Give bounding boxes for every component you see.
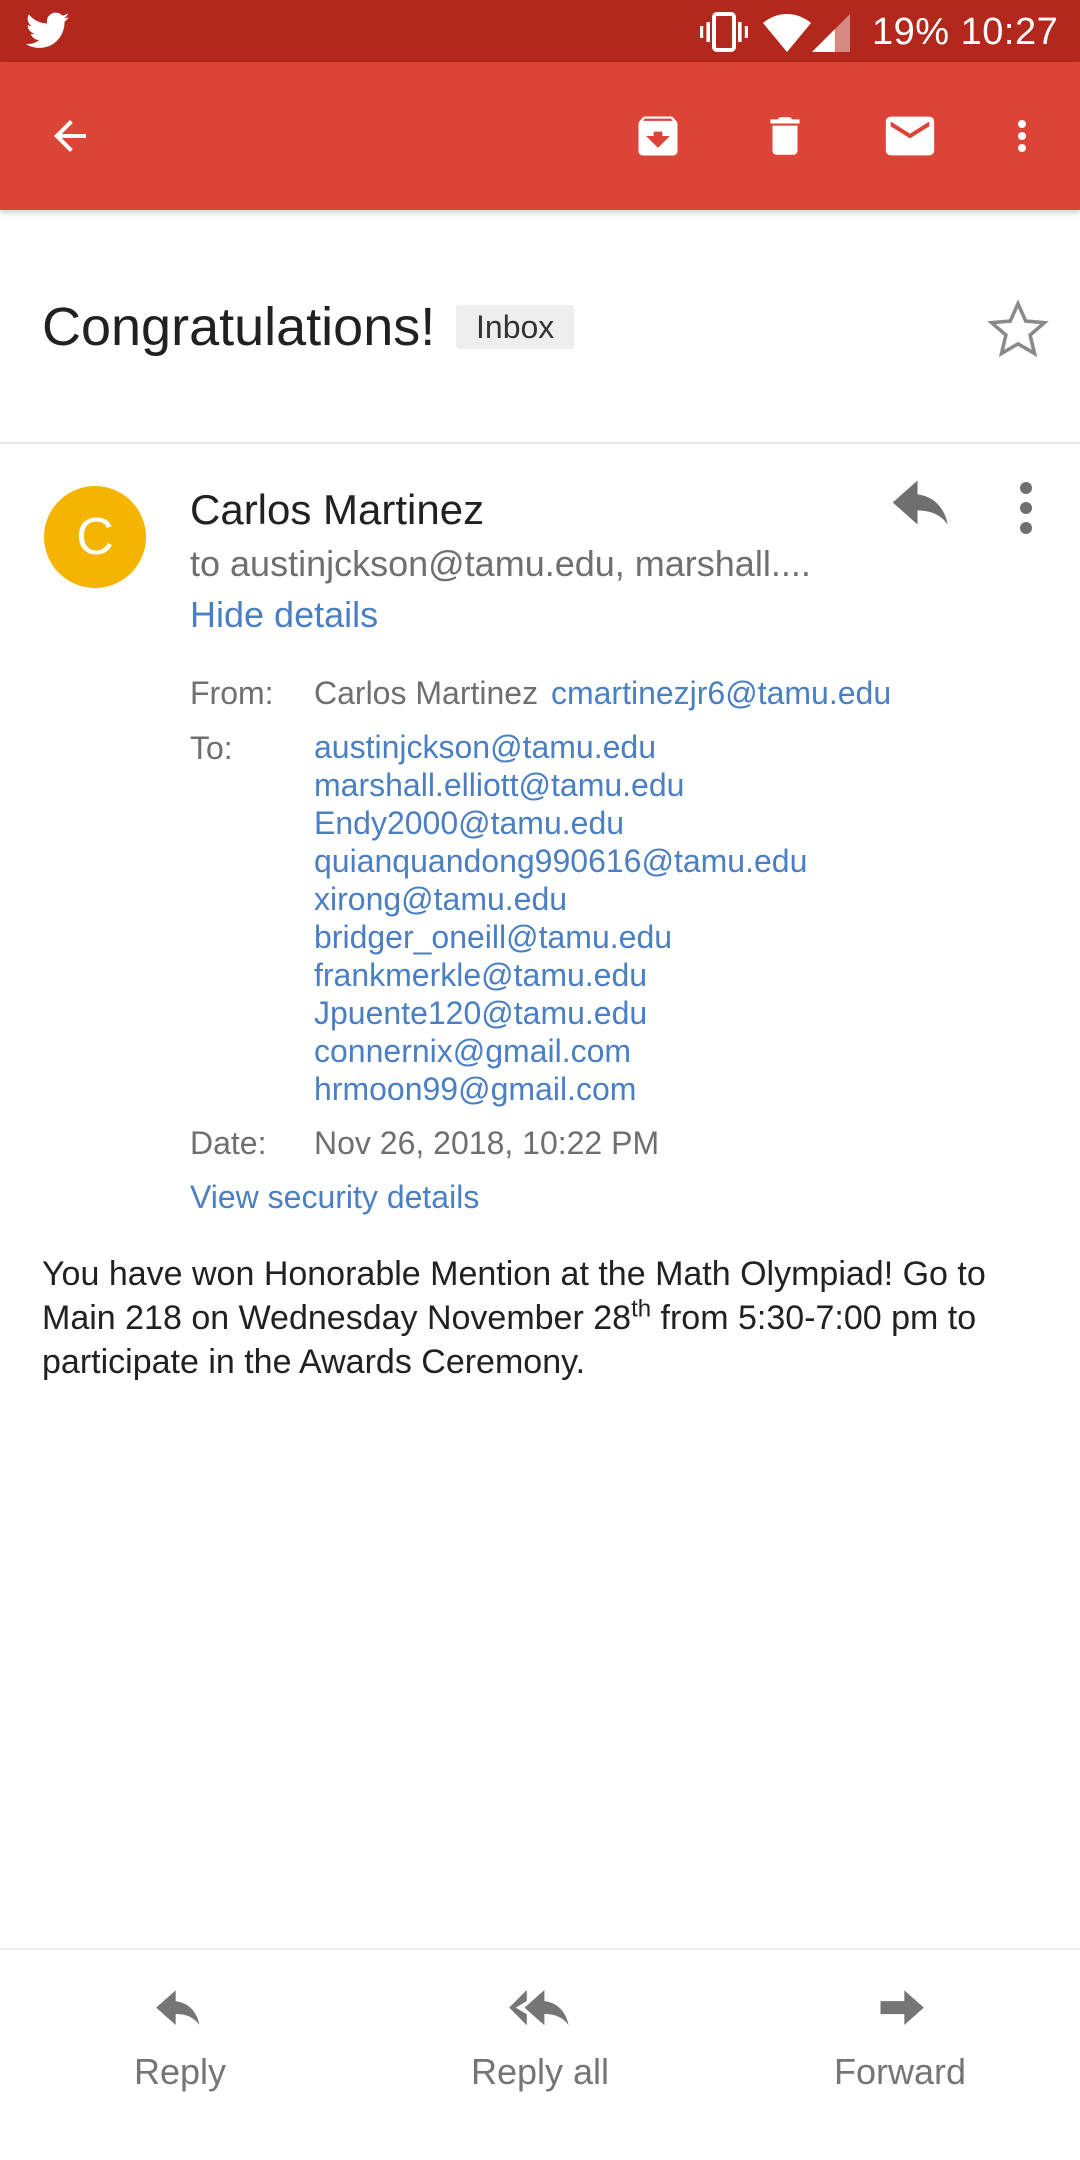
reply-label: Reply	[133, 2051, 227, 2092]
from-value	[314, 673, 891, 713]
body-text-part2: from 5:30-7:00 pm to participate in the Awards Ceremony.	[42, 1299, 977, 1381]
reply-all-icon	[507, 1990, 573, 2034]
date-label: Date:	[190, 1125, 267, 1161]
more-vert-icon	[998, 112, 1046, 160]
status-text	[872, 8, 1058, 56]
email-body	[42, 1252, 1052, 1384]
recipient-link[interactable]: hrmoon99@gmail.com	[314, 1071, 637, 1107]
recipient-link[interactable]: Jpuente120@tamu.edu	[314, 995, 648, 1031]
reply-button-header[interactable]	[890, 480, 956, 536]
archive-icon	[632, 110, 684, 162]
battery-percent: 19%	[872, 11, 950, 53]
header-divider	[0, 442, 1080, 444]
recipient-link[interactable]: bridger_oneill@tamu.edu	[314, 919, 673, 955]
more-options-button[interactable]	[982, 96, 1062, 176]
back-button[interactable]	[30, 96, 110, 176]
recipient-link[interactable]: frankmerkle@tamu.edu	[314, 957, 648, 993]
reply-icon	[154, 1990, 206, 2034]
status-bar	[0, 0, 1080, 62]
inbox-label-chip[interactable]: Inbox	[456, 305, 574, 349]
recipient-link[interactable]: quianquandong990616@tamu.edu	[314, 843, 808, 879]
to-label: To:	[190, 730, 233, 766]
recipient-link[interactable]: connernix@gmail.com	[314, 1033, 632, 1069]
to-recipient-list	[314, 728, 807, 1108]
mark-unread-button[interactable]	[870, 96, 950, 176]
reply-all-button[interactable]	[410, 1980, 670, 2130]
from-name: Carlos Martinez	[314, 675, 539, 711]
reply-icon	[890, 480, 956, 536]
back-arrow-icon	[46, 112, 94, 160]
star-icon[interactable]	[985, 296, 1051, 362]
archive-button[interactable]	[618, 96, 698, 176]
delete-icon	[760, 111, 810, 161]
forward-icon	[874, 1990, 926, 2034]
delete-button[interactable]	[745, 96, 825, 176]
vibrate-icon	[700, 12, 748, 52]
body-superscript: th	[631, 1295, 652, 1323]
recipient-link[interactable]: marshall.elliott@tamu.edu	[314, 767, 685, 803]
hide-details-link[interactable]: Hide details	[190, 594, 379, 635]
forward-button[interactable]	[770, 1980, 1030, 2130]
recipient-link[interactable]: Endy2000@tamu.edu	[314, 805, 625, 841]
date-value: Nov 26, 2018, 10:22 PM	[314, 1125, 660, 1161]
signal-icon	[812, 14, 850, 52]
view-security-details-link[interactable]: View security details	[190, 1179, 480, 1215]
reply-all-label: Reply all	[470, 2051, 610, 2092]
forward-label: Forward	[833, 2051, 967, 2092]
app-bar	[0, 62, 1080, 210]
sender-name: Carlos Martinez	[190, 486, 485, 533]
wifi-icon	[762, 14, 812, 54]
from-label: From:	[190, 675, 274, 711]
recipients-summary: to austinjckson@tamu.edu, marshall....	[190, 543, 811, 584]
sender-avatar[interactable]: C	[44, 486, 146, 588]
body-text-part1: You have won Honorable Mention at the Math Olympiad! Go to Main 218 on Wednesday November 28	[42, 1255, 986, 1337]
from-email-link[interactable]: cmartinezjr6@tamu.edu	[550, 675, 892, 711]
more-vert-icon	[1006, 478, 1046, 538]
recipient-link[interactable]: xirong@tamu.edu	[314, 881, 568, 917]
twitter-icon	[26, 12, 70, 50]
bottom-divider	[0, 1948, 1080, 1950]
reply-button[interactable]	[50, 1980, 310, 2130]
email-subject: Congratulations!	[42, 297, 436, 357]
clock: 10:27	[960, 11, 1059, 53]
mail-icon	[881, 107, 939, 165]
recipient-link[interactable]: austinjckson@tamu.edu	[314, 729, 656, 765]
message-more-button[interactable]	[1006, 478, 1046, 538]
